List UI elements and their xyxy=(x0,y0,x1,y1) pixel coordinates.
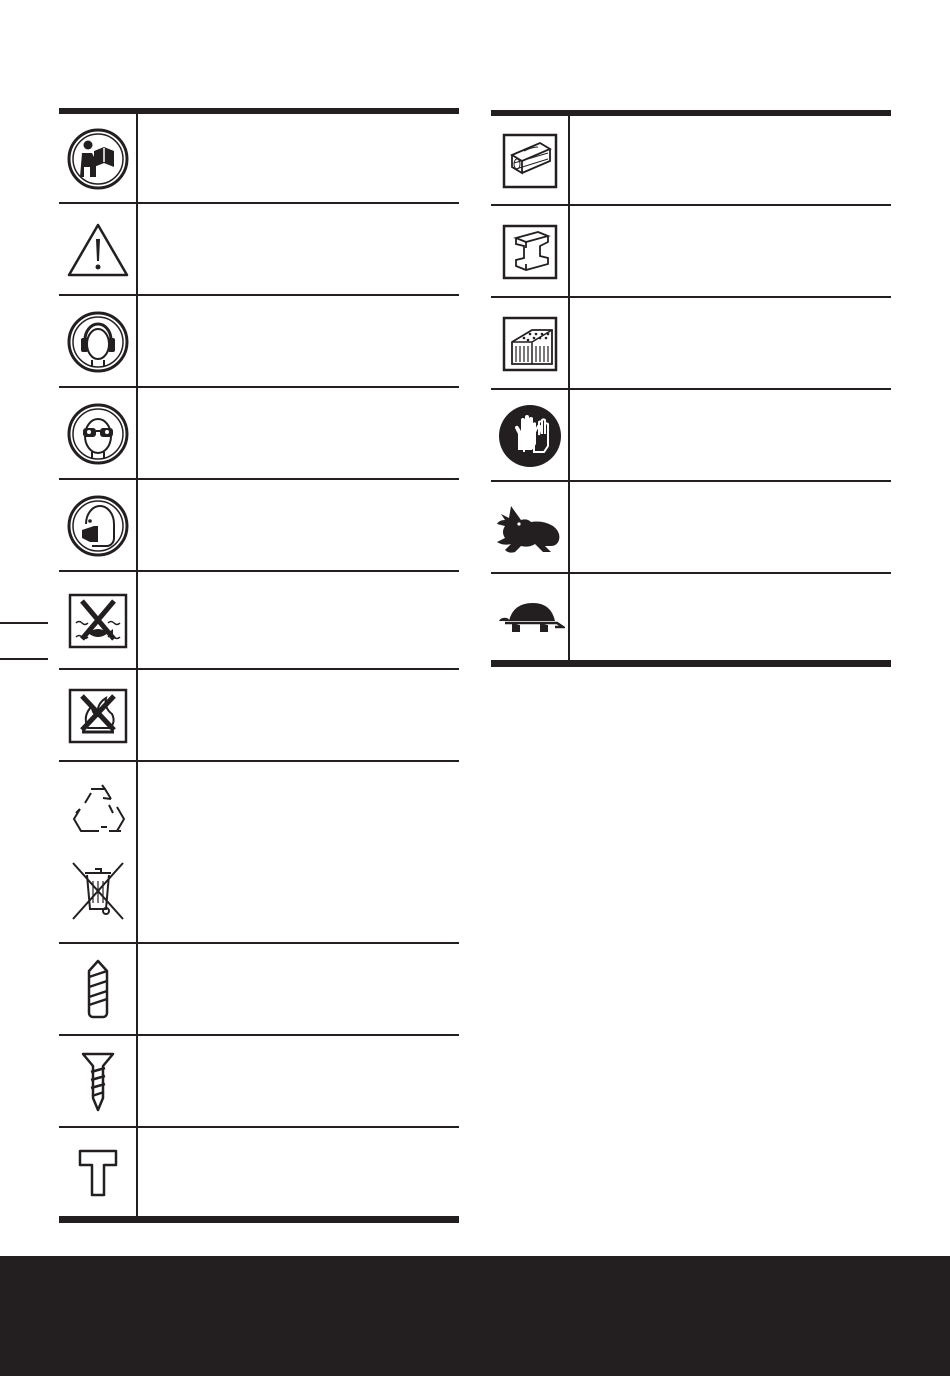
table-row xyxy=(59,944,459,1036)
description xyxy=(141,1044,451,1120)
icon-cell xyxy=(59,296,136,388)
table-row xyxy=(59,1128,459,1216)
description xyxy=(141,396,451,472)
high-speed-rabbit-icon xyxy=(495,498,565,558)
icon-cell xyxy=(491,390,568,482)
icon-cell xyxy=(491,206,568,298)
icon-cell xyxy=(491,574,568,660)
description xyxy=(141,770,451,936)
masonry-drill-bit-icon xyxy=(83,959,113,1021)
wear-gloves-icon xyxy=(498,404,562,468)
warning-triangle-icon xyxy=(66,221,130,279)
hammer-drill-icon xyxy=(78,1147,118,1197)
table-row xyxy=(59,114,459,204)
icon-cell xyxy=(59,670,136,762)
icon-cell xyxy=(59,480,136,572)
description xyxy=(141,1136,451,1208)
read-manual-icon xyxy=(66,127,130,191)
table-row xyxy=(491,298,891,390)
description xyxy=(573,214,883,290)
description xyxy=(141,304,451,380)
icon-cell xyxy=(59,762,136,944)
no-fire-disposal-icon xyxy=(68,688,128,744)
table-bottom-rule xyxy=(59,1216,459,1223)
description xyxy=(573,306,883,382)
description xyxy=(573,582,883,652)
description xyxy=(141,122,451,196)
dust-mask-icon xyxy=(66,494,130,558)
description xyxy=(141,952,451,1028)
icon-cell xyxy=(491,298,568,390)
description xyxy=(141,488,451,564)
right-symbol-table xyxy=(491,110,891,667)
table-row xyxy=(59,762,459,944)
icon-cell xyxy=(59,1036,136,1128)
edge-tab-top-line xyxy=(0,622,48,624)
table-row xyxy=(491,116,891,206)
description xyxy=(573,398,883,474)
icon-cell xyxy=(59,1128,136,1216)
masonry-material-icon xyxy=(502,316,558,372)
description xyxy=(141,580,451,662)
footer-band xyxy=(0,1256,950,1376)
recycle-icon xyxy=(69,783,127,837)
table-row xyxy=(491,206,891,298)
eye-protection-icon xyxy=(66,402,130,466)
low-speed-tortoise-icon xyxy=(495,597,565,637)
icon-cell xyxy=(59,388,136,480)
table-row xyxy=(491,482,891,574)
description xyxy=(573,490,883,566)
table-row xyxy=(59,670,459,762)
description xyxy=(573,124,883,198)
table-row xyxy=(59,1036,459,1128)
screw-icon xyxy=(81,1050,115,1114)
no-water-disposal-icon xyxy=(68,593,128,649)
table-row xyxy=(59,204,459,296)
table-row xyxy=(59,388,459,480)
table-row xyxy=(491,574,891,660)
description xyxy=(141,212,451,288)
table-row xyxy=(59,572,459,670)
icon-cell xyxy=(59,114,136,204)
wood-material-icon xyxy=(502,133,558,189)
edge-tab-bottom-line xyxy=(0,658,48,660)
table-row xyxy=(491,390,891,482)
crossed-wheelie-bin-icon xyxy=(69,859,127,923)
ear-protection-icon xyxy=(66,310,130,374)
icon-cell xyxy=(491,116,568,206)
icon-cell xyxy=(59,572,136,670)
icon-cell xyxy=(59,204,136,296)
icon-cell xyxy=(491,482,568,574)
table-row xyxy=(59,296,459,388)
left-symbol-table xyxy=(59,108,459,1223)
icon-cell xyxy=(59,944,136,1036)
table-row xyxy=(59,480,459,572)
metal-material-icon xyxy=(502,224,558,280)
description xyxy=(141,678,451,754)
table-bottom-rule xyxy=(491,660,891,667)
